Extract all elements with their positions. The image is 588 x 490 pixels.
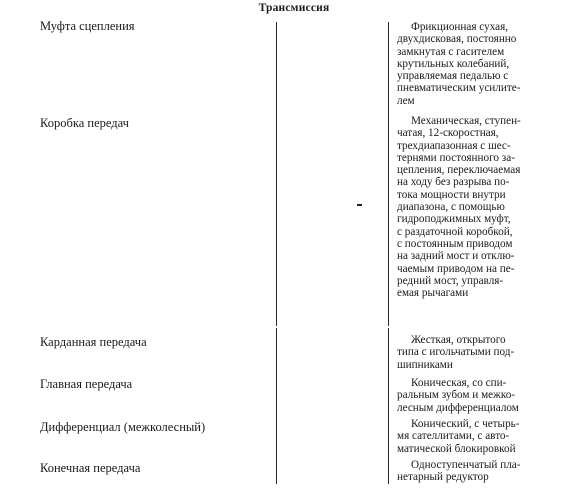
dash-mark <box>357 204 362 206</box>
description-line: с постоянным приводом <box>397 237 513 250</box>
row-description <box>397 334 566 371</box>
description-line: с раздаточной коробкой, <box>397 225 513 238</box>
description-line: ральным зубом и межко- <box>397 389 516 402</box>
row-label: Карданная передача <box>40 335 147 349</box>
row-label: Главная передача <box>40 377 133 391</box>
description-line: пневматическим усилите- <box>397 82 521 95</box>
description-line: мя сателлитами, с авто- <box>397 430 510 443</box>
description-line: Фрикционная сухая, <box>411 21 509 33</box>
description-line: нетарный редуктор <box>397 471 489 484</box>
description-line: лесным дифференциалом <box>397 401 519 414</box>
description-line: Жесткая, открытого <box>411 334 506 346</box>
separator-right-top <box>388 22 389 326</box>
description-line: типа с игольчатыми под- <box>397 346 515 359</box>
description-line: тернями постоянного за- <box>397 151 515 164</box>
description-line: тока мощности внутри <box>397 188 506 201</box>
description-line: Механическая, ступен- <box>411 115 521 127</box>
description-line: на ходу без разрыва по- <box>397 176 510 189</box>
row-label: Муфта сцепления <box>40 19 135 33</box>
row-description <box>397 21 566 107</box>
row-label: Конечная передача <box>40 461 141 475</box>
description-line: двухдисковая, постоянно <box>397 33 517 46</box>
description-line: чаемым приводом на пе- <box>397 262 515 275</box>
description-line: крутильных колебаний, <box>397 57 510 70</box>
separator-left-top <box>276 22 277 326</box>
row-label: Коробка передач <box>40 116 129 130</box>
separator-left-bottom <box>276 328 277 484</box>
description-line: диапазона, с помощью <box>397 201 505 214</box>
description-line: редний мост, управля- <box>397 274 504 287</box>
description-line: гидроподжимных муфт, <box>397 213 511 226</box>
description-line: емая рычагами <box>397 287 469 300</box>
description-line: чатая, 12-скоростная, <box>397 127 499 140</box>
row-description <box>397 459 566 484</box>
description-line: на задний мост и отклю- <box>397 250 515 263</box>
description-line: цепления, переключаемая <box>397 164 521 177</box>
separator-right-bottom <box>388 328 389 484</box>
row-label: Дифференциал (межколесный) <box>40 420 206 434</box>
description-line: Коническая, со спи- <box>411 377 507 389</box>
description-line: управляемая педалью с <box>397 70 509 83</box>
description-line: трехдиапазонная с шес- <box>397 139 511 152</box>
row-description <box>397 418 566 455</box>
row-description <box>397 377 566 414</box>
description-line: шипниками <box>397 358 453 371</box>
description-line: матической блокировкой <box>397 442 516 455</box>
description-line: лем <box>397 94 415 107</box>
description-line: замкнутая с гасителем <box>397 45 505 58</box>
row-description <box>397 115 566 299</box>
description-line: Одноступенчатый пла- <box>411 459 521 471</box>
description-line: Конический, с четырь- <box>411 418 520 430</box>
section-title: Трансмиссия <box>258 2 330 14</box>
